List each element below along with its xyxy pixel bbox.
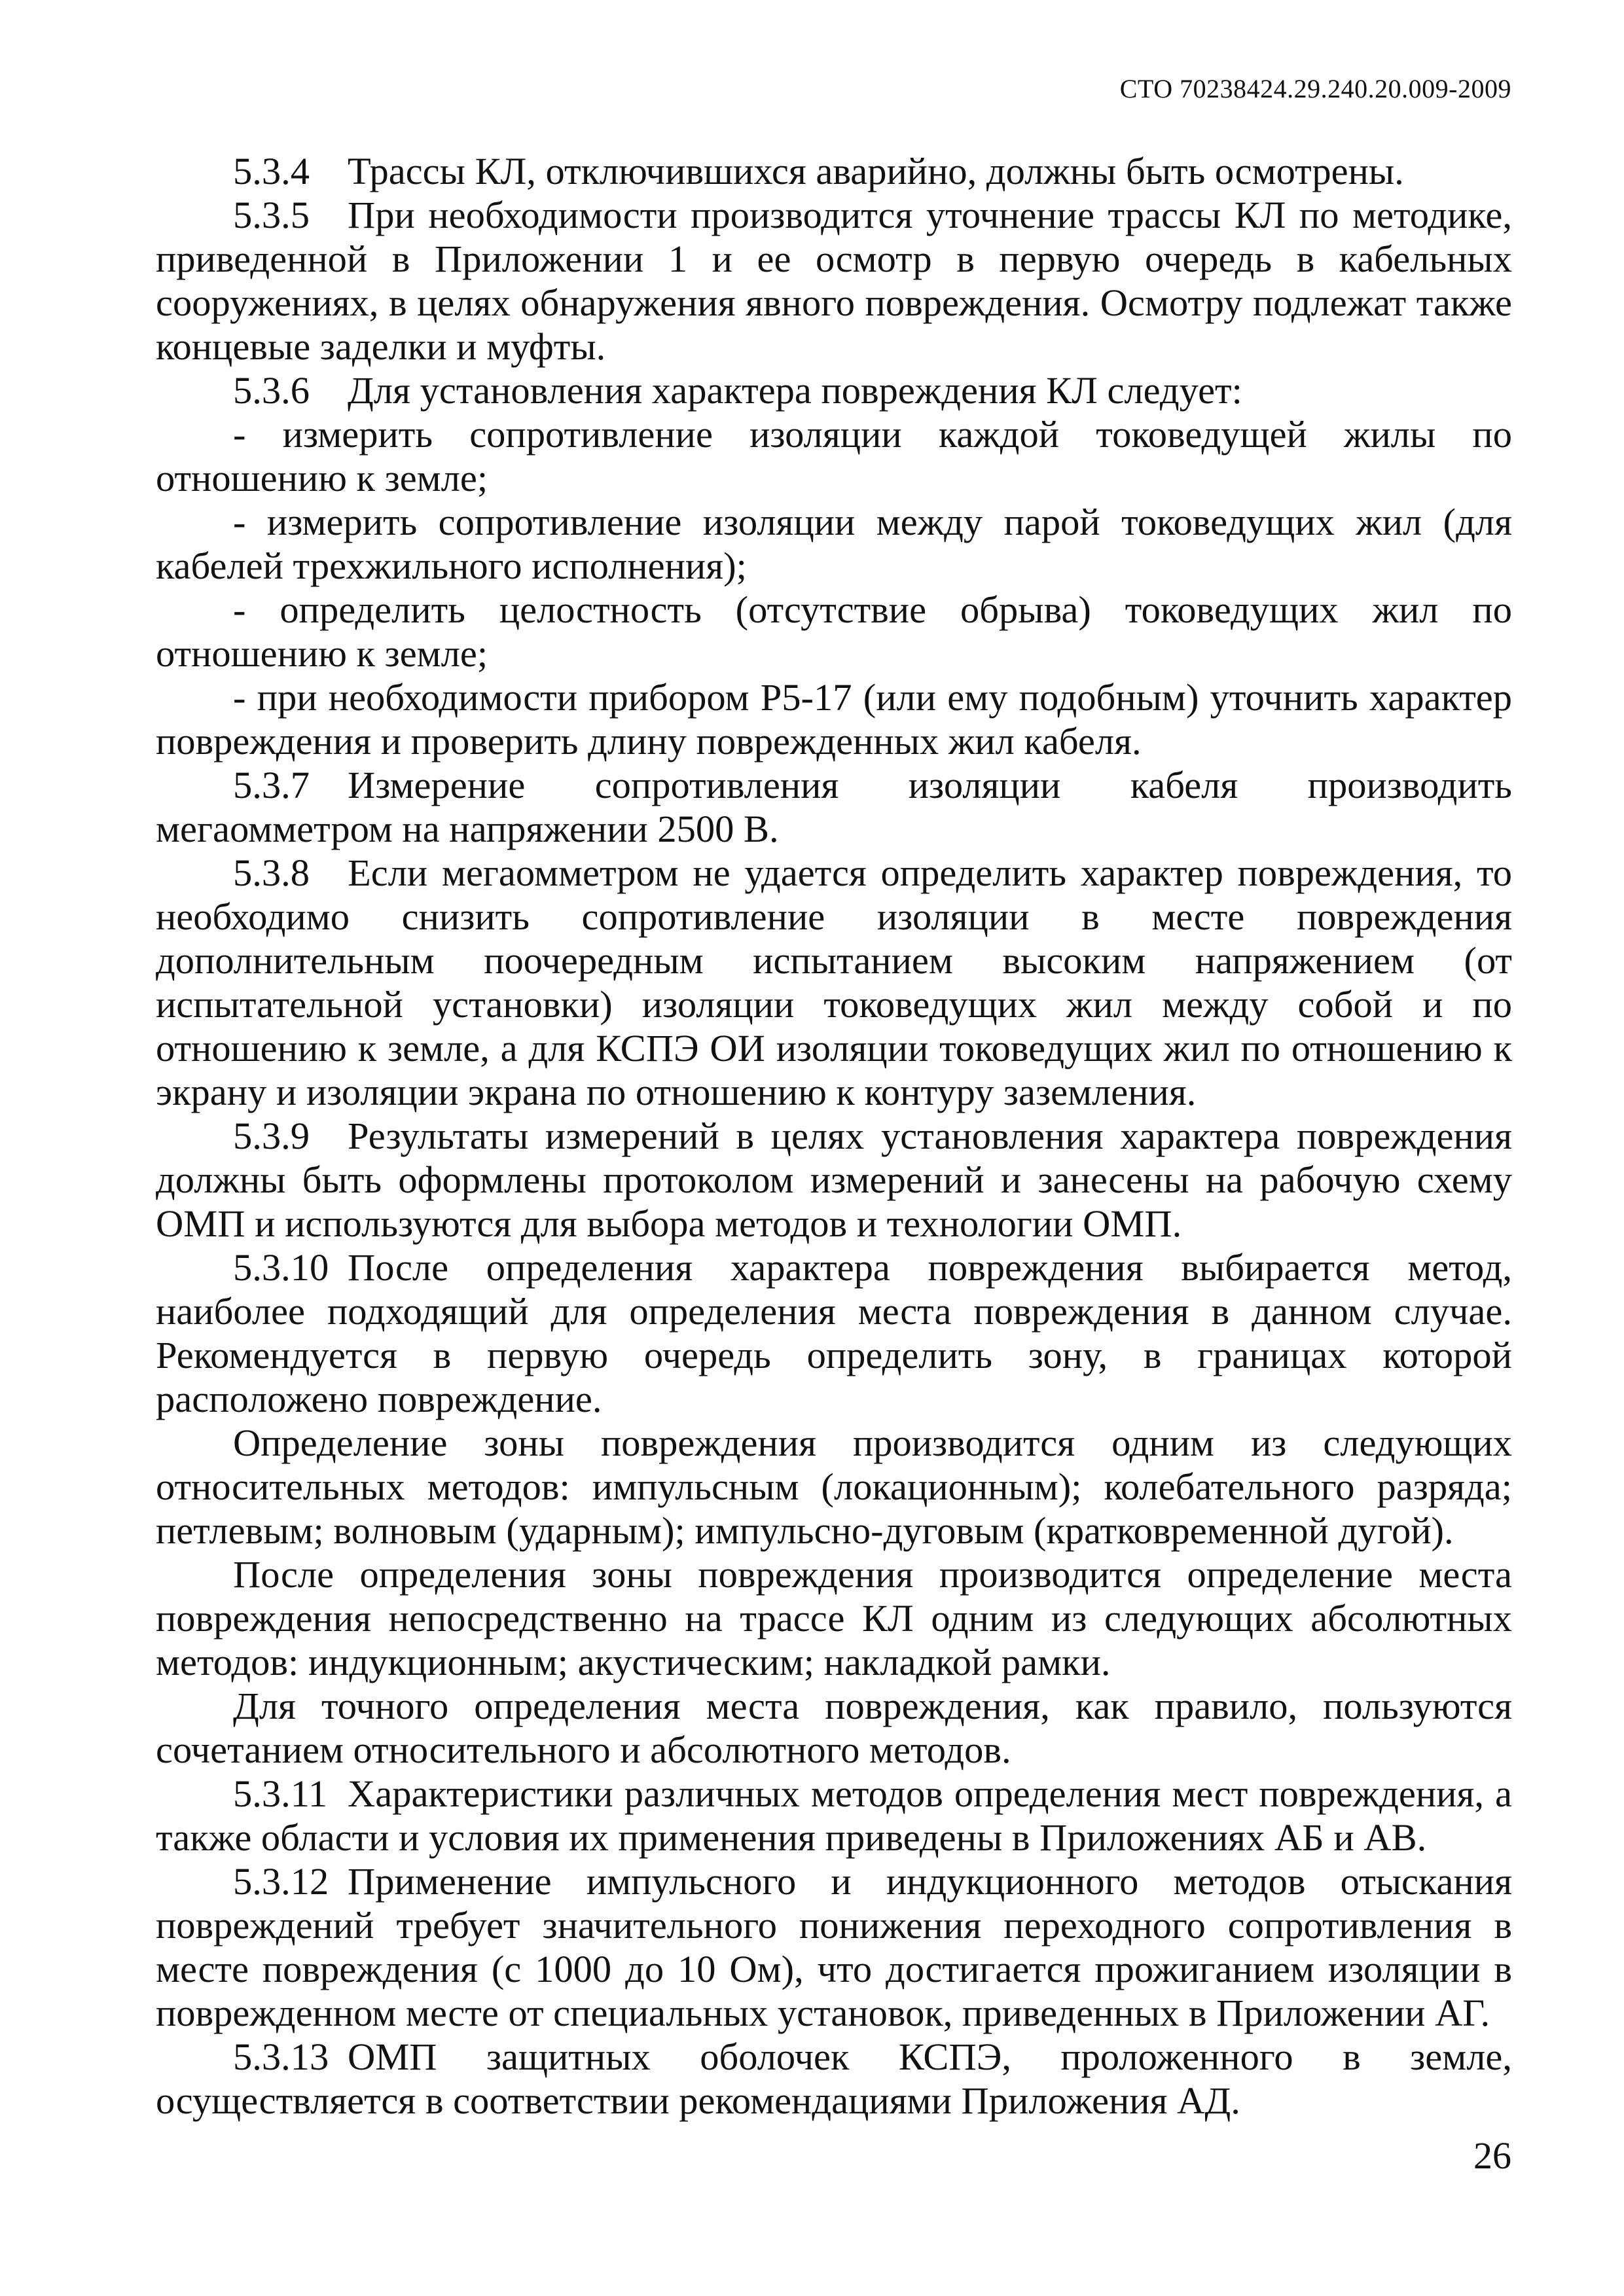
paragraph-text: Трассы КЛ, отключившихся аварийно, должны быть осмотрены. <box>348 150 1404 192</box>
paragraph-5-3-13 <box>156 2035 1512 2123</box>
paragraph-5-3-8 <box>156 851 1512 1114</box>
clause-number: 5.3.13 <box>233 2036 329 2078</box>
list-item: - измерить сопротивление изоляции между парой токоведущих жил (для кабелей трехжильного исполнения); <box>156 501 1512 587</box>
clause-number: 5.3.11 <box>233 1772 328 1815</box>
paragraph-absolute-methods: После определения зоны повреждения производится определение места повреждения непосредственно на трассе КЛ одним из следующих абсолютных методов: индукционным; акустическим; накладкой рамки. <box>156 1553 1512 1683</box>
paragraph-text: Результаты измерений в целях установления характера повреждения должны быть оформлены протоколом измерений и занесены на рабочую схему ОМП и используются для выбора методов и технологии ОМП. <box>156 1115 1512 1245</box>
paragraph-5-3-12 <box>156 1859 1512 2035</box>
list-item: - измерить сопротивление изоляции каждой токоведущей жилы по отношению к земле; <box>156 413 1512 499</box>
clause-number: 5.3.4 <box>233 150 310 192</box>
page-number: 26 <box>1473 2134 1511 2177</box>
paragraph-text: Характеристики различных методов определения мест повреждения, а также области и условия их применения приведены в Приложениях АБ и АВ. <box>156 1772 1512 1859</box>
clause-number: 5.3.12 <box>233 1860 329 1903</box>
clause-number: 5.3.7 <box>233 764 310 806</box>
paragraph-text: При необходимости производится уточнение трассы КЛ по методике, приведенной в Приложении 1 и ее осмотр в первую очередь в кабельных сооружениях, в целях обнаружения явного повреждения. Осмотру подлежат также концевые заделки и муфты. <box>156 194 1512 368</box>
paragraph-5-3-10 <box>156 1246 1512 1421</box>
paragraph-5-3-9 <box>156 1114 1512 1246</box>
paragraph-5-3-11 <box>156 1772 1512 1859</box>
paragraph-zone-methods: Определение зоны повреждения производится одним из следующих относительных методов: импульсным (локационным); колебательного разряда; петлевым; волновым (ударным); импульсно-дуговым (кратковременной дугой). <box>156 1422 1512 1552</box>
paragraph-5-3-5 <box>156 193 1512 368</box>
paragraph-combined-methods: Для точного определения места повреждения, как правило, пользуются сочетанием относительного и абсолютного методов. <box>156 1685 1512 1771</box>
paragraph-text: Измерение сопротивления изоляции кабеля производить мегаомметром на напряжении 2500 В. <box>156 764 1512 850</box>
paragraph-5-3-6 <box>156 368 1512 412</box>
list-item: - определить целостность (отсутствие обрыва) токоведущих жил по отношению к земле; <box>156 588 1512 675</box>
paragraph-5-3-7 <box>156 763 1512 851</box>
document-body <box>156 149 1512 2123</box>
paragraph-text: Если мегаомметром не удается определить характер повреждения, то необходимо снизить сопротивление изоляции в месте повреждения дополнительным поочередным испытанием высоким напряжением (от испытательной установки) изоляции токоведущих жил между собой и по отношению к земле, а для КСПЭ ОИ изоляции токоведущих жил по отношению к экрану и изоляции экрана по отношению к контуру заземления. <box>156 852 1512 1113</box>
clause-number: 5.3.10 <box>233 1246 329 1289</box>
clause-number: 5.3.8 <box>233 852 310 894</box>
paragraph-text: После определения характера повреждения выбирается метод, наиболее подходящий для определения места повреждения в данном случае. Рекомендуется в первую очередь определить зону, в границах которой расположено повреждение. <box>156 1246 1512 1420</box>
document-code-header: СТО 70238424.29.240.20.009-2009 <box>1119 74 1511 103</box>
paragraph-text: ОМП защитных оболочек КСПЭ, проложенного в земле, осуществляется в соответствии рекомендациями Приложения АД. <box>156 2036 1512 2122</box>
paragraph-text: Применение импульсного и индукционного методов отыскания повреждений требует значительного понижения переходного сопротивления в месте повреждения (с 1000 до 10 Ом), что достигается прожиганием изоляции в поврежденном месте от специальных установок, приведенных в Приложении АГ. <box>156 1860 1512 2034</box>
clause-number: 5.3.9 <box>233 1115 310 1157</box>
clause-number: 5.3.6 <box>233 369 310 412</box>
paragraph-5-3-4 <box>156 149 1512 193</box>
list-item: - при необходимости прибором Р5-17 (или ему подобным) уточнить характер повреждения и проверить длину поврежденных жил кабеля. <box>156 676 1512 762</box>
clause-number: 5.3.5 <box>233 194 310 236</box>
paragraph-text: Для установления характера повреждения КЛ следует: <box>348 369 1242 412</box>
